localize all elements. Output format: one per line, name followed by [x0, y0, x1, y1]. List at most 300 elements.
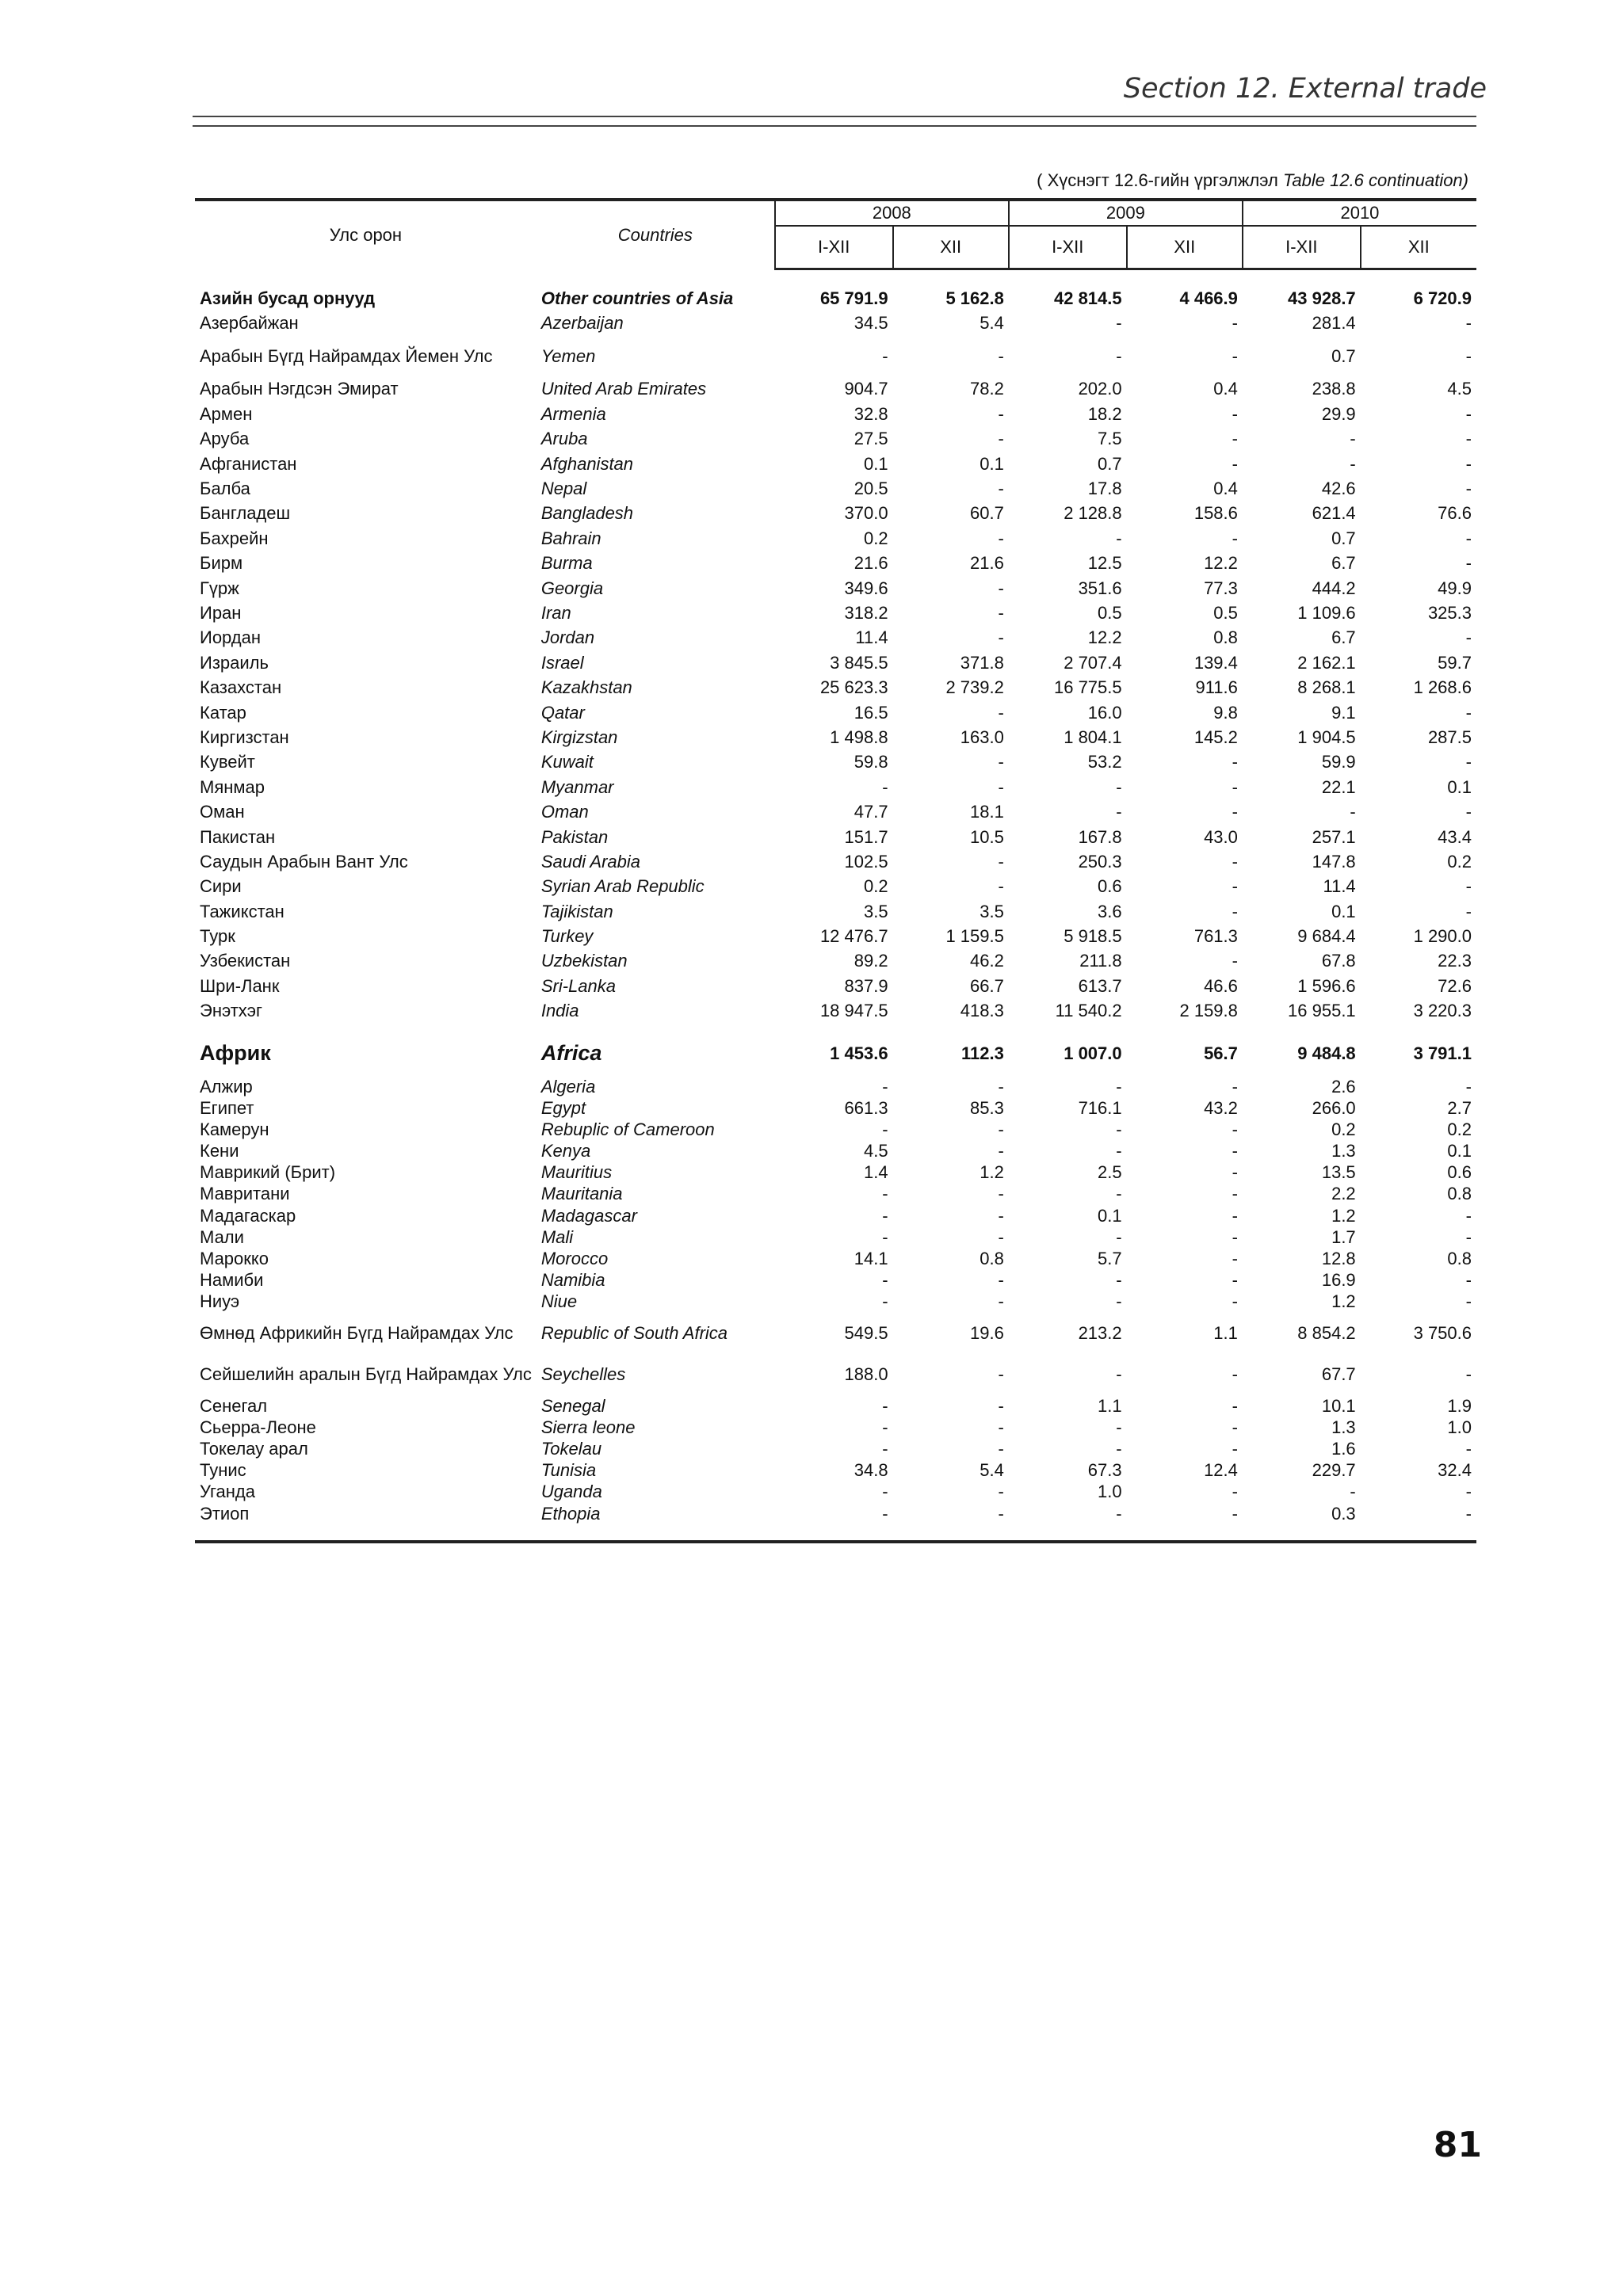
value-cell: 151.7	[844, 826, 888, 847]
value-cell: -	[882, 1438, 888, 1459]
value-cell: -	[998, 776, 1004, 797]
country-name-mn: Мали	[200, 1226, 244, 1247]
value-cell: 21.6	[854, 553, 888, 574]
value-cell: 18 947.5	[819, 1001, 888, 1021]
value-cell: 0.3	[1331, 1503, 1356, 1524]
table-row	[195, 402, 1476, 426]
period-header: XII	[1127, 226, 1243, 269]
value-cell: -	[1232, 951, 1238, 971]
value-cell: -	[1232, 1438, 1238, 1459]
country-name-mn: Мавритани	[200, 1184, 290, 1204]
value-cell: -	[1465, 1503, 1472, 1524]
value-cell: -	[1232, 345, 1238, 366]
country-name-mn: Бахрейн	[200, 528, 269, 548]
value-cell: 1 904.5	[1297, 727, 1356, 747]
value-cell: 281.4	[1312, 313, 1356, 334]
country-name-mn: Азербайжан	[200, 313, 299, 334]
value-cell: 65 791.9	[819, 288, 888, 308]
value-cell: -	[998, 429, 1004, 449]
value-cell: 67.7	[1321, 1364, 1356, 1384]
value-cell: 318.2	[844, 602, 888, 623]
country-name-en: Qatar	[540, 702, 585, 723]
country-name-en: Kenya	[540, 1141, 591, 1161]
country-name-en: Egypt	[540, 1097, 586, 1118]
country-name-en: Tajikistan	[540, 901, 613, 921]
value-cell: 837.9	[844, 975, 888, 996]
country-name-mn: Израиль	[200, 652, 269, 673]
value-cell: -	[1465, 901, 1472, 921]
country-name-mn: Пакистан	[200, 826, 276, 847]
value-cell: 613.7	[1078, 975, 1122, 996]
value-cell: 12.5	[1087, 553, 1122, 574]
value-cell: -	[1232, 1291, 1238, 1312]
country-name-en: Kazakhstan	[540, 677, 632, 698]
value-cell: 661.3	[844, 1097, 888, 1118]
value-cell: 59.7	[1438, 652, 1472, 673]
table-row	[195, 601, 1476, 625]
country-name-mn: Токелау арал	[200, 1438, 308, 1459]
value-cell: -	[882, 1076, 888, 1097]
value-cell: 266.0	[1312, 1097, 1356, 1118]
value-cell: 22.1	[1321, 776, 1356, 797]
table-row	[195, 725, 1476, 749]
value-cell: 18.2	[1087, 403, 1122, 424]
value-cell: -	[1232, 313, 1238, 334]
value-cell: 0.2	[863, 528, 888, 548]
value-cell: 14.1	[854, 1249, 888, 1269]
value-cell: -	[1465, 313, 1472, 334]
value-cell: -	[882, 1226, 888, 1247]
country-name-mn: Шри-Ланк	[200, 975, 280, 996]
value-cell: 0.4	[1213, 479, 1238, 499]
value-cell: 29.9	[1321, 403, 1356, 424]
country-name-en: Armenia	[540, 403, 606, 424]
value-cell: 3 750.6	[1413, 1323, 1472, 1343]
value-cell: -	[1465, 1205, 1472, 1226]
value-cell: -	[1350, 1482, 1356, 1502]
value-cell: 0.4	[1213, 379, 1238, 399]
country-name-mn: Узбекистан	[200, 951, 291, 971]
value-cell: 0.6	[1098, 876, 1122, 897]
table-row	[195, 1184, 1476, 1205]
value-cell: 16 775.5	[1053, 677, 1122, 698]
value-cell: 17.8	[1087, 479, 1122, 499]
table-body	[195, 269, 1476, 1543]
table-row	[195, 311, 1476, 335]
value-cell: 1 453.6	[830, 1043, 888, 1063]
country-name-en: Tunisia	[540, 1460, 597, 1481]
country-name-mn: Иордан	[200, 627, 261, 648]
value-cell: 0.2	[1447, 851, 1472, 871]
value-cell: 4 466.9	[1179, 288, 1238, 308]
value-cell: 6.7	[1331, 627, 1356, 648]
table-row	[195, 799, 1476, 824]
value-cell: 0.7	[1331, 345, 1356, 366]
value-cell: 59.8	[854, 752, 888, 772]
value-cell: -	[1465, 429, 1472, 449]
table-row	[195, 576, 1476, 601]
country-name-mn: Сейшелийн аралын Бүгд Найрамдах Улс	[200, 1364, 532, 1384]
country-name-en: Africa	[540, 1041, 602, 1066]
value-cell: 4.5	[1447, 379, 1472, 399]
value-cell: 2 739.2	[945, 677, 1004, 698]
year-header: 2008	[775, 200, 1009, 226]
value-cell: 257.1	[1312, 826, 1356, 847]
value-cell: 349.6	[844, 578, 888, 598]
country-name-en: Namibia	[540, 1270, 605, 1291]
value-cell: 25 623.3	[819, 677, 888, 698]
table-row	[195, 336, 1476, 377]
value-cell: -	[1232, 453, 1238, 474]
table-row	[195, 1503, 1476, 1524]
table-row	[195, 1460, 1476, 1482]
country-name-mn: Турк	[200, 926, 235, 947]
country-name-en: Myanmar	[540, 776, 614, 797]
value-cell: 761.3	[1193, 926, 1238, 947]
value-cell: -	[1232, 1503, 1238, 1524]
table-row	[195, 1226, 1476, 1248]
value-cell: 5 918.5	[1064, 926, 1122, 947]
value-cell: -	[1116, 776, 1122, 797]
value-cell: -	[1465, 1270, 1472, 1291]
value-cell: -	[882, 1291, 888, 1312]
value-cell: -	[998, 851, 1004, 871]
table-row	[195, 452, 1476, 476]
value-cell: 112.3	[961, 1043, 1004, 1063]
value-cell: 2 707.4	[1064, 652, 1122, 673]
period-header: XII	[1361, 226, 1476, 269]
value-cell: 0.8	[1213, 627, 1238, 648]
country-name-en: Turkey	[540, 926, 594, 947]
country-name-en: Oman	[540, 802, 589, 822]
value-cell: 5.7	[1098, 1249, 1122, 1269]
value-cell: 1 268.6	[1413, 677, 1472, 698]
country-name-en: Uzbekistan	[540, 951, 628, 971]
country-name-en: Sri-Lanka	[540, 975, 616, 996]
table-row	[195, 1291, 1476, 1313]
value-cell: -	[1465, 752, 1472, 772]
value-cell: 0.1	[1447, 776, 1472, 797]
country-name-en: Kuwait	[540, 752, 594, 772]
value-cell: 167.8	[1078, 826, 1122, 847]
value-cell: 34.5	[854, 313, 888, 334]
value-cell: 13.5	[1321, 1162, 1356, 1183]
group-row	[195, 286, 1476, 311]
value-cell: -	[1465, 702, 1472, 723]
value-cell: 188.0	[844, 1364, 888, 1384]
value-cell: 42.6	[1321, 479, 1356, 499]
value-cell: -	[1232, 1226, 1238, 1247]
value-cell: 0.7	[1331, 528, 1356, 548]
value-cell: 325.3	[1427, 602, 1472, 623]
country-name-en: Algeria	[540, 1076, 596, 1097]
value-cell: -	[1232, 776, 1238, 797]
country-name-mn: Катар	[200, 702, 246, 723]
table-row	[195, 626, 1476, 650]
value-cell: 9 684.4	[1297, 926, 1356, 947]
table-row	[195, 1162, 1476, 1184]
country-name-mn: Кени	[200, 1141, 239, 1161]
table-row	[195, 849, 1476, 874]
value-cell: -	[1116, 1076, 1122, 1097]
value-cell: 60.7	[970, 503, 1004, 524]
value-cell: -	[998, 1205, 1004, 1226]
value-cell: 2 162.1	[1297, 652, 1356, 673]
value-cell: -	[998, 403, 1004, 424]
value-cell: -	[1232, 752, 1238, 772]
value-cell: 1.3	[1331, 1141, 1356, 1161]
country-name-en: Jordan	[540, 627, 595, 648]
country-name-en: Yemen	[540, 345, 596, 366]
section-title: Section 12. External trade	[1123, 73, 1487, 105]
value-cell: -	[1232, 901, 1238, 921]
value-cell: 5 162.8	[945, 288, 1004, 308]
country-name-mn: Алжир	[200, 1076, 253, 1097]
value-cell: 0.6	[1447, 1162, 1472, 1183]
value-cell: -	[1465, 1364, 1472, 1384]
country-name-mn: Тажикстан	[200, 901, 285, 921]
table-row	[195, 974, 1476, 998]
value-cell: -	[998, 1395, 1004, 1416]
country-name-mn: Мадагаскар	[200, 1205, 296, 1226]
table-row	[195, 1438, 1476, 1459]
country-name-en: Madagascar	[540, 1205, 637, 1226]
value-cell: -	[1465, 553, 1472, 574]
value-cell: 46.2	[970, 951, 1004, 971]
value-cell: 211.8	[1079, 951, 1122, 971]
value-cell: -	[1232, 1364, 1238, 1384]
table-row	[195, 1482, 1476, 1503]
value-cell: 2.7	[1447, 1097, 1472, 1118]
table-row	[195, 650, 1476, 675]
table-row	[195, 502, 1476, 526]
value-cell: 2.5	[1098, 1162, 1122, 1183]
country-name-en: Tokelau	[540, 1438, 602, 1459]
column-header-mn: Улс орон	[329, 224, 403, 245]
value-cell: 3 791.1	[1413, 1043, 1472, 1063]
value-cell: -	[998, 1417, 1004, 1437]
value-cell: 27.5	[854, 429, 888, 449]
value-cell: 0.5	[1098, 602, 1122, 623]
table-row	[195, 1354, 1476, 1395]
value-cell: -	[1116, 1226, 1122, 1247]
country-name-mn: Марокко	[200, 1249, 269, 1269]
value-cell: -	[882, 1119, 888, 1139]
value-cell: 78.2	[970, 379, 1004, 399]
value-cell: 7.5	[1098, 429, 1122, 449]
value-cell: 16 955.1	[1288, 1001, 1356, 1021]
country-name-en: Afghanistan	[540, 453, 634, 474]
value-cell: 2.6	[1331, 1076, 1356, 1097]
value-cell: 56.7	[1204, 1043, 1238, 1063]
value-cell: -	[1465, 1482, 1472, 1502]
value-cell: 6.7	[1331, 553, 1356, 574]
value-cell: 370.0	[844, 503, 888, 524]
country-name-mn: Азийн бусад орнууд	[200, 288, 376, 308]
country-name-en: Aruba	[540, 429, 588, 449]
value-cell: -	[1232, 1141, 1238, 1161]
value-cell: -	[998, 345, 1004, 366]
value-cell: -	[998, 578, 1004, 598]
value-cell: -	[998, 1184, 1004, 1204]
table-row	[195, 551, 1476, 576]
country-name-mn: Өмнөд Африкийн Бүгд Найрамдах Улс	[200, 1323, 514, 1343]
value-cell: 6 720.9	[1413, 288, 1472, 308]
table-row	[195, 775, 1476, 799]
country-name-mn: Иран	[200, 602, 242, 623]
country-name-en: Iran	[540, 602, 571, 623]
value-cell: 1 498.8	[830, 727, 888, 747]
value-cell: 16.9	[1321, 1270, 1356, 1291]
value-cell: 904.7	[844, 379, 888, 399]
country-name-en: Republic of South Africa	[540, 1323, 728, 1343]
country-name-mn: Оман	[200, 802, 245, 822]
table-row	[195, 899, 1476, 924]
value-cell: -	[1465, 479, 1472, 499]
value-cell: -	[1116, 528, 1122, 548]
value-cell: 213.2	[1078, 1323, 1122, 1343]
value-cell: 0.8	[980, 1249, 1004, 1269]
value-cell: 43.2	[1204, 1097, 1238, 1118]
value-cell: -	[1116, 802, 1122, 822]
table-bottom-rule	[195, 1524, 1476, 1542]
country-name-mn: Арабын Бүгд Найрамдах Йемен Улс	[200, 345, 493, 366]
value-cell: 911.6	[1195, 677, 1238, 698]
value-cell: 12.2	[1204, 553, 1238, 574]
value-cell: 22.3	[1438, 951, 1472, 971]
value-cell: -	[882, 1205, 888, 1226]
value-cell: -	[882, 1395, 888, 1416]
country-name-mn: Бангладеш	[200, 503, 291, 524]
caption-en: Table 12.6 continuation)	[1282, 170, 1468, 190]
value-cell: 147.8	[1312, 851, 1356, 871]
value-cell: 43.4	[1438, 826, 1472, 847]
country-name-mn: Саудын Арабын Вант Улс	[200, 851, 408, 871]
value-cell: 351.6	[1078, 578, 1122, 598]
country-name-en: Mali	[540, 1226, 574, 1247]
value-cell: 2 128.8	[1064, 503, 1122, 524]
value-cell: 0.2	[863, 876, 888, 897]
value-cell: 1.2	[1331, 1291, 1356, 1312]
value-cell: 11 540.2	[1055, 1001, 1122, 1021]
value-cell: 9.1	[1331, 702, 1356, 723]
country-name-en: India	[540, 1001, 579, 1021]
value-cell: 10.1	[1321, 1395, 1356, 1416]
table-caption	[1037, 170, 1468, 191]
value-cell: -	[1465, 403, 1472, 424]
value-cell: -	[1232, 802, 1238, 822]
table-row	[195, 1119, 1476, 1140]
value-cell: 0.8	[1447, 1249, 1472, 1269]
value-cell: -	[1116, 1291, 1122, 1312]
value-cell: 59.9	[1321, 752, 1356, 772]
country-name-mn: Этиоп	[200, 1503, 250, 1524]
value-cell: 3.5	[863, 901, 888, 921]
value-cell: -	[998, 602, 1004, 623]
value-cell: 1.2	[1331, 1205, 1356, 1226]
table-row	[195, 875, 1476, 899]
value-cell: -	[1465, 627, 1472, 648]
value-cell: 47.7	[854, 802, 888, 822]
country-name-en: United Arab Emirates	[540, 379, 707, 399]
value-cell: -	[1232, 1482, 1238, 1502]
country-name-en: Burma	[540, 553, 593, 574]
value-cell: 10.5	[970, 826, 1004, 847]
country-name-en: Niue	[540, 1291, 578, 1312]
table-row	[195, 1270, 1476, 1291]
value-cell: 202.0	[1078, 379, 1122, 399]
country-name-en: Sierra leone	[540, 1417, 636, 1437]
value-cell: 21.6	[970, 553, 1004, 574]
country-name-mn: Киргизстан	[200, 727, 289, 747]
value-cell: -	[1116, 1364, 1122, 1384]
country-name-en: Ethopia	[540, 1503, 601, 1524]
value-cell: -	[1232, 1119, 1238, 1139]
country-name-en: Syrian Arab Republic	[540, 876, 705, 897]
value-cell: -	[882, 1503, 888, 1524]
value-cell: 32.8	[854, 403, 888, 424]
value-cell: -	[1232, 1184, 1238, 1204]
value-cell: -	[998, 479, 1004, 499]
value-cell: -	[1232, 1076, 1238, 1097]
value-cell: 9 484.8	[1297, 1043, 1356, 1063]
value-cell: 53.2	[1087, 752, 1122, 772]
header-rule-bottom	[193, 125, 1476, 127]
value-cell: 549.5	[844, 1323, 888, 1343]
value-cell: 1.9	[1447, 1395, 1472, 1416]
value-cell: -	[998, 1438, 1004, 1459]
period-header: I-XII	[1009, 226, 1127, 269]
country-name-en: Rebuplic of Cameroon	[540, 1119, 715, 1139]
value-cell: 16.0	[1087, 702, 1122, 723]
value-cell: -	[998, 1141, 1004, 1161]
value-cell: 67.3	[1087, 1460, 1122, 1481]
country-name-mn: Сири	[200, 876, 242, 897]
country-name-en: Kirgizstan	[540, 727, 618, 747]
value-cell: 1.1	[1098, 1395, 1122, 1416]
table-row	[195, 1417, 1476, 1438]
value-cell: -	[1232, 1205, 1238, 1226]
country-name-mn: Ниуэ	[200, 1291, 240, 1312]
value-cell: 89.2	[854, 951, 888, 971]
value-cell: -	[1232, 876, 1238, 897]
year-header: 2010	[1243, 200, 1476, 226]
value-cell: -	[1465, 1076, 1472, 1097]
value-cell: 1 109.6	[1297, 602, 1356, 623]
value-cell: 250.3	[1078, 851, 1122, 871]
country-name-en: Mauritius	[540, 1162, 613, 1183]
value-cell: -	[998, 1291, 1004, 1312]
value-cell: 12.8	[1321, 1249, 1356, 1269]
table-row	[195, 1248, 1476, 1269]
value-cell: -	[998, 1119, 1004, 1139]
value-cell: -	[998, 1270, 1004, 1291]
value-cell: -	[998, 1226, 1004, 1247]
table-row	[195, 427, 1476, 452]
value-cell: 0.2	[1447, 1119, 1472, 1139]
country-name-en: Senegal	[540, 1395, 605, 1416]
country-name-mn: Казахстан	[200, 677, 282, 698]
value-cell: -	[1116, 1119, 1122, 1139]
value-cell: 0.1	[863, 453, 888, 474]
value-cell: 12 476.7	[819, 926, 888, 947]
value-cell: 3.6	[1098, 901, 1122, 921]
country-name-en: Israel	[540, 652, 584, 673]
country-name-mn: Аруба	[200, 429, 250, 449]
value-cell: 49.9	[1438, 578, 1472, 598]
table-row	[195, 1076, 1476, 1097]
value-cell: 0.1	[1447, 1141, 1472, 1161]
